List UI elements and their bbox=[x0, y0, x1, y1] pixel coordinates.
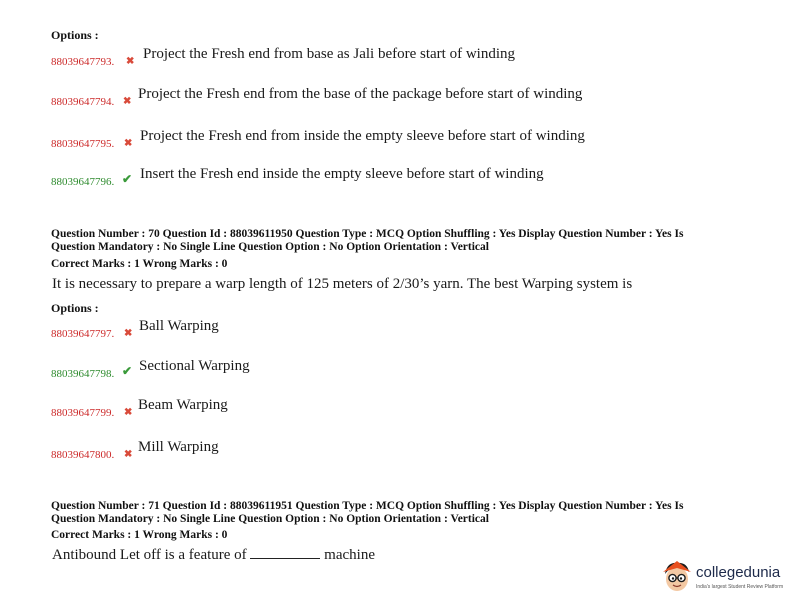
option-id: 88039647798. bbox=[51, 368, 115, 380]
cross-icon: ✖ bbox=[124, 328, 133, 339]
option-id: 88039647800. bbox=[51, 449, 115, 461]
logo-name: collegedunia bbox=[696, 564, 781, 581]
question-meta-line: Question Mandatory : No Single Line Question Option : No Option Orientation : Vertical bbox=[51, 513, 489, 525]
option-id: 88039647794. bbox=[51, 96, 115, 108]
option-text: Beam Warping bbox=[138, 397, 228, 413]
collegedunia-logo bbox=[662, 558, 788, 598]
option-text: Project the Fresh end from base as Jali before start of winding bbox=[143, 46, 515, 62]
cross-icon: ✖ bbox=[124, 407, 133, 418]
option-text: Ball Warping bbox=[139, 318, 219, 334]
cross-icon: ✖ bbox=[124, 449, 133, 460]
check-icon: ✔ bbox=[122, 364, 133, 378]
option-id: 88039647796. bbox=[51, 176, 115, 188]
cross-icon: ✖ bbox=[124, 138, 133, 149]
check-icon: ✔ bbox=[122, 172, 133, 186]
question-text bbox=[52, 546, 375, 564]
option-text: Sectional Warping bbox=[139, 358, 250, 374]
option-id: 88039647795. bbox=[51, 138, 115, 150]
option-id: 88039647797. bbox=[51, 328, 115, 340]
cross-icon: ✖ bbox=[123, 96, 132, 107]
answer-blank bbox=[250, 546, 320, 559]
question-text-after: machine bbox=[320, 547, 375, 563]
logo-tagline: India's largest Student Review Platform bbox=[696, 584, 784, 590]
question-text-before: Antibound Let off is a feature of bbox=[52, 547, 251, 563]
option-text: Project the Fresh end from inside the empty sleeve before start of winding bbox=[140, 128, 585, 144]
option-text: Mill Warping bbox=[138, 439, 219, 455]
question-marks: Correct Marks : 1 Wrong Marks : 0 bbox=[51, 258, 228, 270]
option-text: Insert the Fresh end inside the empty sleeve before start of winding bbox=[140, 166, 544, 182]
question-meta bbox=[51, 500, 683, 526]
options-label: Options : bbox=[51, 28, 99, 42]
mascot-face-icon bbox=[662, 558, 692, 594]
question-meta bbox=[51, 228, 683, 254]
option-id: 88039647799. bbox=[51, 407, 115, 419]
question-text: It is necessary to prepare a warp length of 125 meters of 2/30’s yarn. The best Warping system is bbox=[52, 276, 633, 292]
option-id: 88039647793. bbox=[51, 56, 115, 68]
question-meta-line: Question Mandatory : No Single Line Question Option : No Option Orientation : Vertical bbox=[51, 241, 489, 253]
question-marks: Correct Marks : 1 Wrong Marks : 0 bbox=[51, 529, 228, 541]
options-label: Options : bbox=[51, 301, 99, 315]
option-text: Project the Fresh end from the base of the package before start of winding bbox=[138, 86, 583, 102]
question-meta-line: Question Number : 71 Question Id : 88039611951 Question Type : MCQ Option Shuffling : Yes Display Question Number : Yes Is bbox=[51, 500, 684, 512]
cross-icon: ✖ bbox=[126, 56, 135, 67]
question-meta-line: Question Number : 70 Question Id : 88039611950 Question Type : MCQ Option Shuffling : Yes Display Question Number : Yes Is bbox=[51, 228, 684, 240]
